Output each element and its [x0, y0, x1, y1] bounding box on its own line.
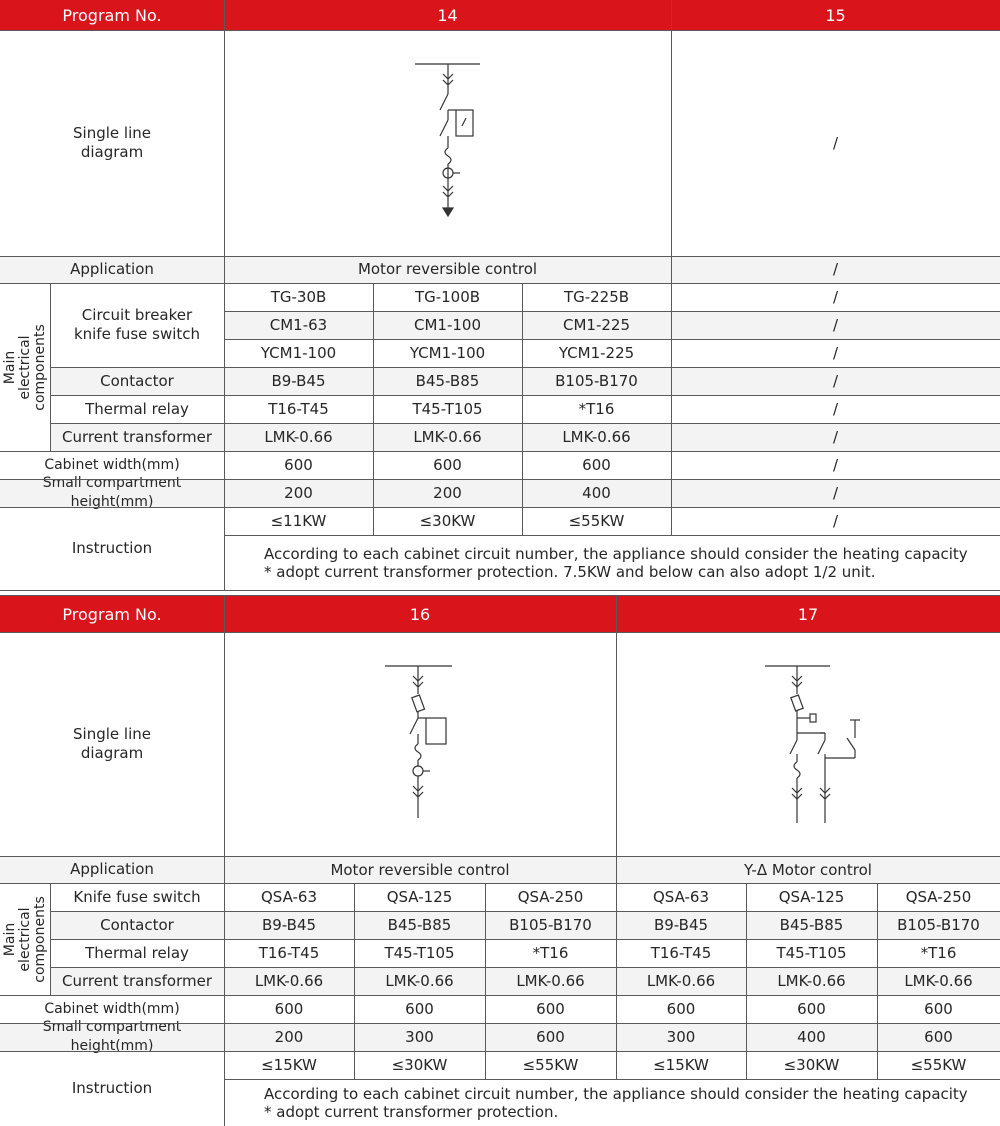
t1-contactor-label: Contactor: [50, 367, 224, 395]
t1-cabinet-width-label: Cabinet width(mm): [44, 456, 180, 473]
single-line-diagram-16: [370, 658, 470, 828]
t1-breaker-r3-c2: YCM1-100: [409, 343, 486, 362]
t2-contactor-label: Contactor: [50, 911, 224, 939]
t1-application-label: Application: [0, 256, 224, 283]
t1-compartment-height-c2: 200: [373, 479, 522, 507]
t1-cabinet-width-c1: 600: [284, 455, 313, 474]
t2-cabinet-width-c4: 600: [666, 999, 696, 1018]
t1-breaker-label: Circuit breaker knife fuse switch: [73, 306, 201, 343]
t1-instruction-line2: * adopt current transformer protection. 7.5KW and below can also adopt 1/2 unit.: [264, 562, 876, 581]
t2-current-transformer-c5: LMK-0.66: [746, 967, 877, 995]
t2-compartment-height-c4: 300: [616, 1023, 746, 1051]
t1-breaker-r2-c2: CM1-100: [373, 311, 522, 339]
t2-cabinet-width-c2: 600: [405, 999, 434, 1018]
t2-cabinet-width-label: Cabinet width(mm): [44, 1000, 180, 1017]
t2-thermal-relay-c6: *T16: [920, 943, 957, 962]
t2-compartment-height-c6: 600: [877, 1023, 1000, 1051]
t1-power-slash: /: [832, 511, 839, 530]
t2-power-c1: ≤15KW: [261, 1055, 317, 1074]
t1-ct-c2: LMK-0.66: [373, 423, 522, 451]
t1-compartment-height-c1: 200: [224, 479, 373, 507]
t1-program-label: Program No.: [0, 0, 224, 30]
t1-thermal-slash: /: [832, 399, 839, 418]
t1-compartment-height-c3: 400: [522, 479, 671, 507]
t1-contactor-c1: B9-B45: [224, 367, 373, 395]
t1-single-line-label: Single line diagram: [73, 124, 151, 161]
t2-power-c3: ≤55KW: [522, 1055, 579, 1074]
t2-knife-fuse-c2: QSA-125: [386, 887, 453, 906]
t1-diagram-15-slash: /: [832, 133, 839, 152]
t2-contactor-c4: B9-B45: [616, 911, 746, 939]
t2-thermal-label: Thermal relay: [85, 943, 189, 962]
t2-knife-fuse-c1: QSA-63: [260, 887, 318, 906]
t1-breaker-r1-c2: TG-100B: [414, 287, 481, 306]
t2-ct-label: Current transformer: [50, 967, 224, 995]
t2-thermal-relay-c2: T45-T105: [384, 943, 455, 962]
t1-application-15: /: [671, 256, 1000, 283]
t2-knife-fuse-c6: QSA-250: [905, 887, 972, 906]
t1-contactor-c3: B105-B170: [522, 367, 671, 395]
t2-cabinet-width-c5: 600: [797, 999, 826, 1018]
t1-ct-c3: LMK-0.66: [522, 423, 671, 451]
t1-breaker-r1-c1: TG-30B: [270, 287, 327, 306]
t1-power-c1: ≤11KW: [270, 511, 327, 530]
t2-knife-fuse-label: Knife fuse switch: [73, 887, 201, 906]
t2-power-c5: ≤30KW: [783, 1055, 840, 1074]
t1-ct-c1: LMK-0.66: [224, 423, 373, 451]
t2-knife-fuse-c3: QSA-250: [517, 887, 584, 906]
t1-application-14: Motor reversible control: [224, 256, 671, 283]
t2-instruction-label: Instruction: [71, 1079, 153, 1097]
t1-cabinet-width-c3: 600: [582, 455, 611, 474]
t1-power-c2: ≤30KW: [419, 511, 476, 530]
t1-program-15: 15: [671, 0, 1000, 30]
t2-instruction-line2: * adopt current transformer protection.: [264, 1102, 559, 1121]
t2-power-c2: ≤30KW: [391, 1055, 448, 1074]
t2-cabinet-width-c1: 600: [274, 999, 304, 1018]
t2-program-label: Program No.: [0, 596, 224, 632]
single-line-diagram-17: [760, 658, 870, 828]
t1-breaker-r2-c1: CM1-63: [224, 311, 373, 339]
t2-compartment-height-c2: 300: [354, 1023, 485, 1051]
t2-current-transformer-c3: LMK-0.66: [485, 967, 616, 995]
t1-main-components-label: Main electrical components: [1, 323, 48, 411]
t1-breaker-r1-c3: TG-225B: [563, 287, 630, 306]
t1-instruction-line1: According to each cabinet circuit number, the appliance should consider the heating capacity: [264, 544, 968, 563]
t2-main-components-label: Main electrical components: [1, 895, 48, 983]
t2-contactor-c2: B45-B85: [354, 911, 485, 939]
t1-breaker-r3-c3: YCM1-225: [558, 343, 635, 362]
t2-instruction-line1: According to each cabinet circuit number, the appliance should consider the heating capacity: [264, 1084, 968, 1103]
t1-ct-slash: /: [671, 423, 1000, 451]
t2-program-16: 16: [224, 596, 616, 632]
t1-compartment-height-slash: /: [671, 479, 1000, 507]
t2-application-17: Y-Δ Motor control: [616, 856, 1000, 883]
t2-compartment-height-c3: 600: [485, 1023, 616, 1051]
t2-contactor-c6: B105-B170: [877, 911, 1000, 939]
t2-contactor-c3: B105-B170: [485, 911, 616, 939]
t2-cabinet-width-c3: 600: [536, 999, 565, 1018]
t2-knife-fuse-c4: QSA-63: [652, 887, 710, 906]
t2-program-17: 17: [616, 596, 1000, 632]
t1-contactor-c2: B45-B85: [373, 367, 522, 395]
t2-compartment-height-c5: 400: [746, 1023, 877, 1051]
t1-breaker-r1-slash: /: [832, 287, 839, 306]
t1-program-14: 14: [224, 0, 671, 30]
t2-power-c6: ≤55KW: [910, 1055, 967, 1074]
t2-thermal-relay-c3: *T16: [532, 943, 569, 962]
t2-contactor-c5: B45-B85: [746, 911, 877, 939]
t2-cabinet-width-c6: 600: [924, 999, 953, 1018]
t2-thermal-relay-c5: T45-T105: [776, 943, 847, 962]
single-line-diagram-14: [400, 58, 500, 228]
t1-power-c3: ≤55KW: [568, 511, 625, 530]
t2-current-transformer-c6: LMK-0.66: [877, 967, 1000, 995]
t2-thermal-relay-c1: T16-T45: [258, 943, 320, 962]
t1-contactor-slash: /: [671, 367, 1000, 395]
t2-single-line-label: Single line diagram: [73, 725, 151, 762]
t1-cabinet-width-c2: 600: [433, 455, 462, 474]
t1-breaker-r2-slash: /: [671, 311, 1000, 339]
t2-current-transformer-c4: LMK-0.66: [616, 967, 746, 995]
t2-contactor-c1: B9-B45: [224, 911, 354, 939]
t1-cabinet-width-slash: /: [832, 455, 839, 474]
t2-current-transformer-c1: LMK-0.66: [224, 967, 354, 995]
t1-thermal-c2: T45-T105: [412, 399, 483, 418]
t1-instruction-label: Instruction: [71, 539, 153, 557]
t1-ct-label: Current transformer: [50, 423, 224, 451]
t2-current-transformer-c2: LMK-0.66: [354, 967, 485, 995]
t1-thermal-c3: *T16: [578, 399, 615, 418]
t1-breaker-r2-c3: CM1-225: [522, 311, 671, 339]
t2-thermal-relay-c4: T16-T45: [650, 943, 712, 962]
t1-breaker-r3-slash: /: [832, 343, 839, 362]
t2-power-c4: ≤15KW: [653, 1055, 709, 1074]
t1-thermal-c1: T16-T45: [268, 399, 329, 418]
t2-compartment-height-c1: 200: [224, 1023, 354, 1051]
t2-compartment-height-label: Small compartment height(mm): [0, 1023, 224, 1051]
t1-thermal-label: Thermal relay: [85, 399, 189, 418]
t2-knife-fuse-c5: QSA-125: [778, 887, 845, 906]
t2-application-label: Application: [0, 856, 224, 883]
t1-compartment-height-label: Small compartment height(mm): [0, 479, 224, 507]
t1-breaker-r3-c1: YCM1-100: [260, 343, 337, 362]
t2-application-16: Motor reversible control: [224, 856, 616, 883]
